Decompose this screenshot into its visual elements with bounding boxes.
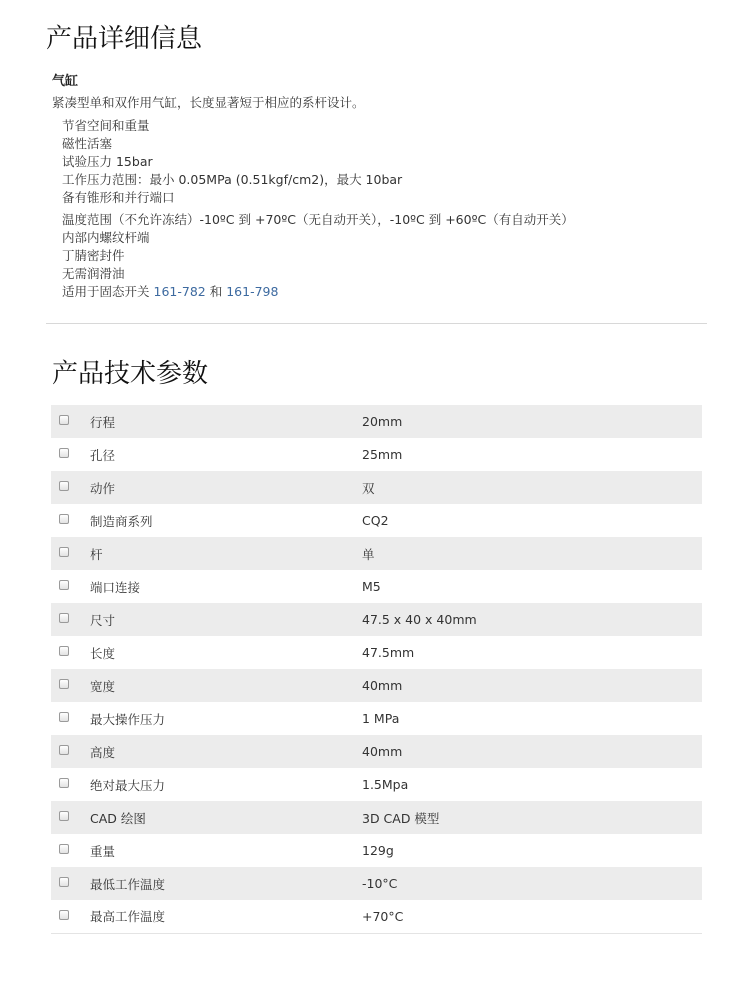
spec-row: [51, 768, 702, 801]
spec-row: [51, 504, 702, 537]
spec-row: [51, 735, 702, 768]
spec-value: 47.5 x 40 x 40mm: [362, 612, 477, 627]
spec-name: CAD 绘图: [90, 810, 146, 826]
spec-row: [51, 570, 702, 603]
spec-row: [51, 801, 702, 834]
switch-link-161-798[interactable]: 161-798: [226, 284, 279, 299]
specs-table: [51, 405, 702, 934]
spec-checkbox-cell: [51, 702, 90, 735]
spec-checkbox[interactable]: [59, 745, 69, 755]
spec-checkbox-cell: [51, 834, 90, 867]
spec-name: 长度: [90, 645, 116, 661]
spec-checkbox-cell: [51, 570, 90, 603]
spec-row: [51, 702, 702, 735]
spec-checkbox[interactable]: [59, 613, 69, 623]
feature-list: [62, 117, 574, 301]
spec-value: +70°C: [362, 908, 404, 924]
spec-row: [51, 669, 702, 702]
spec-checkbox[interactable]: [59, 877, 69, 887]
spec-checkbox[interactable]: [59, 514, 69, 524]
spec-checkbox-cell: [51, 405, 90, 438]
spec-name: 高度: [90, 744, 116, 760]
feature-item: 磁性活塞: [62, 136, 113, 151]
spec-name: 最高工作温度: [90, 909, 166, 925]
spec-checkbox-cell: [51, 504, 90, 537]
spec-checkbox-cell: [51, 867, 90, 900]
feature-item: 节省空间和重量: [62, 118, 150, 133]
spec-checkbox-cell: [51, 438, 90, 471]
spec-name: 制造商系列: [90, 513, 153, 529]
spec-name: 最大操作压力: [90, 711, 166, 727]
switch-link-161-782[interactable]: 161-782: [153, 284, 206, 299]
spec-checkbox[interactable]: [59, 481, 69, 491]
spec-row: [51, 867, 702, 900]
spec-name: 端口连接: [90, 579, 141, 595]
feature-item: 温度范围（不允许冻结）-10ºC 到 +70ºC（无自动开关），-10ºC 到 +60ºC（有自动开关）: [62, 212, 574, 227]
spec-row: [51, 405, 702, 438]
spec-value: 40mm: [362, 678, 403, 693]
spec-value: 40mm: [362, 744, 403, 759]
spec-name: 重量: [90, 843, 116, 859]
feature-item: 丁腈密封件: [62, 248, 125, 263]
spec-checkbox-cell: [51, 636, 90, 669]
spec-value: 1.5Mpa: [362, 777, 409, 792]
spec-value: 20mm: [362, 414, 403, 429]
spec-checkbox[interactable]: [59, 811, 69, 821]
spec-checkbox-cell: [51, 735, 90, 768]
spec-checkbox[interactable]: [59, 712, 69, 722]
spec-checkbox-cell: [51, 603, 90, 636]
spec-value: M5: [362, 579, 381, 594]
feature-item: 试验压力 15bar: [62, 154, 153, 169]
spec-checkbox[interactable]: [59, 844, 69, 854]
spec-name: 最低工作温度: [90, 876, 166, 892]
spec-name: 行程: [90, 414, 116, 430]
spec-checkbox-cell: [51, 900, 90, 933]
feature-item: 工作压力范围：最小 0.05MPa (0.51kgf/cm2)，最大 10bar: [62, 172, 403, 187]
spec-checkbox-cell: [51, 537, 90, 570]
specs-title: 产品技术参数: [52, 359, 209, 389]
spec-row: [51, 438, 702, 471]
spec-name: 动作: [90, 480, 116, 496]
feature-item: 无需润滑油: [62, 266, 125, 281]
feature-item: 备有锥形和并行端口: [62, 190, 175, 205]
product-name: 气缸: [52, 74, 79, 89]
spec-checkbox[interactable]: [59, 448, 69, 458]
switch-line-prefix: 适用于固态开关: [62, 284, 150, 299]
spec-value: 1 MPa: [362, 711, 400, 726]
spec-value: -10°C: [362, 876, 398, 891]
section-divider: [46, 323, 707, 324]
spec-checkbox[interactable]: [59, 415, 69, 425]
spec-checkbox-cell: [51, 801, 90, 834]
spec-checkbox[interactable]: [59, 646, 69, 656]
spec-row: [51, 900, 702, 933]
product-details-title: 产品详细信息: [46, 24, 203, 54]
spec-value: CQ2: [362, 513, 389, 528]
spec-name: 杆: [90, 546, 103, 562]
spec-row: [51, 603, 702, 636]
spec-name: 孔径: [90, 447, 116, 463]
spec-checkbox-cell: [51, 768, 90, 801]
switch-line-and: 和: [209, 284, 223, 299]
spec-checkbox-cell: [51, 471, 90, 504]
spec-value: 3D CAD 模型: [362, 810, 440, 826]
spec-checkbox-cell: [51, 669, 90, 702]
spec-name: 宽度: [90, 678, 116, 694]
spec-row: [51, 471, 702, 504]
spec-value: 47.5mm: [362, 645, 415, 660]
spec-row: [51, 636, 702, 669]
spec-value: 25mm: [362, 447, 403, 462]
spec-value: 129g: [362, 843, 394, 858]
spec-checkbox[interactable]: [59, 580, 69, 590]
feature-item-switches: [62, 283, 574, 301]
product-intro: 紧凑型单和双作用气缸，长度显著短于相应的系杆设计。: [52, 95, 365, 110]
spec-name: 尺寸: [90, 612, 116, 628]
spec-checkbox[interactable]: [59, 679, 69, 689]
spec-checkbox[interactable]: [59, 910, 69, 920]
spec-row: [51, 537, 702, 570]
spec-value: 单: [362, 546, 375, 562]
spec-value: 双: [362, 480, 375, 496]
spec-checkbox[interactable]: [59, 547, 69, 557]
spec-checkbox[interactable]: [59, 778, 69, 788]
feature-item: 内部内螺纹杆端: [62, 230, 150, 245]
spec-name: 绝对最大压力: [90, 777, 166, 793]
spec-row: [51, 834, 702, 867]
